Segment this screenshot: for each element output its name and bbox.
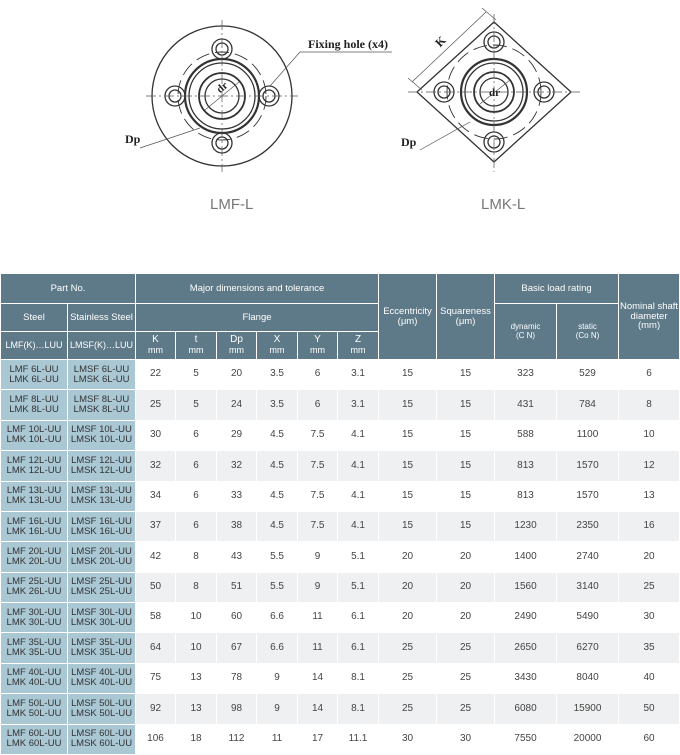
table-row (1, 694, 680, 724)
value-cell: 8040 (557, 663, 619, 693)
part-number: LMSK 25L-UU (70, 586, 133, 598)
part-number: LMF 20L-UU (6, 545, 62, 557)
value-cell: 42 (136, 542, 176, 572)
stainless-part-cell (68, 724, 136, 755)
steel-part-cell (1, 451, 68, 481)
table-row (1, 663, 680, 693)
value-cell: 6 (176, 420, 217, 450)
stainless-part-cell (68, 360, 136, 390)
value-cell: 10 (619, 420, 680, 450)
value-cell: 15 (379, 360, 437, 390)
dynamic-header: dynamic (C N) (495, 304, 557, 360)
part-number: LMSF 8L-UU (73, 394, 130, 406)
value-cell: 5.1 (338, 572, 379, 602)
value-cell: 3140 (557, 572, 619, 602)
part-number: LMSF 16L-UU (71, 515, 132, 527)
value-cell: 7.5 (298, 451, 338, 481)
col-k-header: K mm (136, 332, 176, 360)
eccentricity-header: Eccentricity (μm) (379, 274, 437, 360)
part-number: LMK 40L-UU (6, 677, 62, 689)
table-row (1, 542, 680, 572)
part-number: LMSK 50L-UU (70, 707, 133, 719)
col-t-header: t mm (176, 332, 217, 360)
table-body (1, 360, 680, 755)
value-cell: 7.5 (298, 511, 338, 541)
dp-label: Dp (125, 132, 141, 146)
value-cell: 6 (298, 390, 338, 420)
value-cell: 7.5 (298, 481, 338, 511)
part-number: LMF 35L-UU (6, 637, 62, 649)
value-cell: 20 (437, 542, 495, 572)
value-cell: 34 (136, 481, 176, 511)
value-cell: 784 (557, 390, 619, 420)
value-cell: 10 (176, 603, 217, 633)
flange-header: Flange (136, 304, 379, 332)
value-cell: 2740 (557, 542, 619, 572)
value-cell: 2490 (495, 603, 557, 633)
steel-part-cell (1, 511, 68, 541)
value-cell: 20 (379, 603, 437, 633)
stainless-part-cell (68, 572, 136, 602)
load-rating-header: Basic load rating (495, 274, 619, 304)
value-cell: 8.1 (338, 694, 379, 724)
part-number: LMSK 13L-UU (70, 495, 133, 507)
value-cell: 20 (379, 542, 437, 572)
part-number: LMF 16L-UU (6, 515, 62, 527)
lmf-caption: LMF-L (210, 196, 254, 213)
value-cell: 15 (379, 390, 437, 420)
value-cell: 1560 (495, 572, 557, 602)
value-cell: 15 (437, 481, 495, 511)
value-cell: 17 (298, 724, 338, 755)
value-cell: 15 (437, 390, 495, 420)
value-cell: 50 (619, 694, 680, 724)
value-cell: 4.1 (338, 511, 379, 541)
part-no-header: Part No. (1, 274, 136, 304)
steel-part-cell (1, 481, 68, 511)
value-cell: 20 (217, 360, 257, 390)
part-number: LMK 6L-UU (9, 373, 59, 385)
table-row (1, 724, 680, 755)
part-number: LMSF 10L-UU (71, 424, 132, 436)
part-number: LMSF 35L-UU (71, 637, 132, 649)
part-number: LMSF 13L-UU (71, 485, 132, 497)
value-cell: 38 (217, 511, 257, 541)
value-cell: 25 (379, 663, 437, 693)
value-cell: 25 (437, 663, 495, 693)
value-cell: 50 (136, 572, 176, 602)
value-cell: 32 (136, 451, 176, 481)
part-number: LMF 30L-UU (6, 606, 62, 618)
table-row (1, 481, 680, 511)
stainless-header: Stainless Steel (68, 304, 136, 332)
value-cell: 13 (619, 481, 680, 511)
part-number: LMSF 12L-UU (71, 454, 132, 466)
table-row (1, 420, 680, 450)
stainless-part-cell (68, 390, 136, 420)
stainless-code-header: LMSF(K)…LUU (68, 332, 136, 360)
table-row (1, 603, 680, 633)
value-cell: 25 (136, 390, 176, 420)
value-cell: 13 (176, 663, 217, 693)
value-cell: 30 (379, 724, 437, 755)
value-cell: 3.5 (257, 390, 298, 420)
value-cell: 67 (217, 633, 257, 663)
value-cell: 13 (176, 694, 217, 724)
part-number: LMF 10L-UU (6, 424, 62, 436)
value-cell: 8 (619, 390, 680, 420)
value-cell: 11.1 (338, 724, 379, 755)
part-number: LMF 6L-UU (9, 363, 59, 375)
part-number: LMSK 16L-UU (70, 525, 133, 537)
steel-header: Steel (1, 304, 68, 332)
value-cell: 11 (298, 603, 338, 633)
value-cell: 25 (379, 694, 437, 724)
static-header: static (Co N) (557, 304, 619, 360)
steel-part-cell (1, 663, 68, 693)
part-number: LMK 12L-UU (6, 464, 62, 476)
part-number: LMK 8L-UU (9, 404, 59, 416)
value-cell: 323 (495, 360, 557, 390)
value-cell: 11 (298, 633, 338, 663)
part-number: LMSK 30L-UU (70, 616, 133, 628)
value-cell: 92 (136, 694, 176, 724)
table-row (1, 511, 680, 541)
value-cell: 98 (217, 694, 257, 724)
value-cell: 43 (217, 542, 257, 572)
value-cell: 15 (437, 511, 495, 541)
part-number: LMSF 30L-UU (71, 606, 132, 618)
value-cell: 25 (379, 633, 437, 663)
value-cell: 3.1 (338, 390, 379, 420)
part-number: LMSF 25L-UU (71, 576, 132, 588)
steel-part-cell (1, 572, 68, 602)
value-cell: 4.5 (257, 481, 298, 511)
steel-part-cell (1, 633, 68, 663)
value-cell: 8 (176, 572, 217, 602)
technical-drawings (0, 0, 679, 225)
value-cell: 15 (437, 360, 495, 390)
steel-part-cell (1, 420, 68, 450)
value-cell: 33 (217, 481, 257, 511)
value-cell: 12 (619, 451, 680, 481)
table-row (1, 572, 680, 602)
value-cell: 6.1 (338, 633, 379, 663)
value-cell: 6080 (495, 694, 557, 724)
stainless-part-cell (68, 694, 136, 724)
part-number: LMK 60L-UU (6, 738, 62, 750)
fixing-holes (434, 32, 554, 152)
steel-part-cell (1, 603, 68, 633)
square-flange-outline (417, 22, 571, 162)
value-cell: 60 (217, 603, 257, 633)
value-cell: 3.1 (338, 360, 379, 390)
value-cell: 6 (176, 451, 217, 481)
value-cell: 9 (298, 542, 338, 572)
stainless-part-cell (68, 481, 136, 511)
value-cell: 6 (176, 481, 217, 511)
value-cell: 5.5 (257, 542, 298, 572)
part-number: LMF 50L-UU (6, 697, 62, 709)
value-cell: 8.1 (338, 663, 379, 693)
value-cell: 8 (176, 542, 217, 572)
value-cell: 112 (217, 724, 257, 755)
value-cell: 10 (176, 633, 217, 663)
value-cell: 5 (176, 360, 217, 390)
steel-part-cell (1, 694, 68, 724)
value-cell: 6 (176, 511, 217, 541)
value-cell: 1570 (557, 451, 619, 481)
stainless-part-cell (68, 663, 136, 693)
value-cell: 37 (136, 511, 176, 541)
value-cell: 7550 (495, 724, 557, 755)
value-cell: 813 (495, 481, 557, 511)
part-number: LMSF 60L-UU (71, 728, 132, 740)
value-cell: 4.5 (257, 511, 298, 541)
part-number: LMSK 60L-UU (70, 738, 133, 750)
part-number: LMSK 6L-UU (73, 373, 130, 385)
value-cell: 4.1 (338, 481, 379, 511)
value-cell: 3.5 (257, 360, 298, 390)
value-cell: 16 (619, 511, 680, 541)
value-cell: 20000 (557, 724, 619, 755)
steel-code-header: LMF(K)…LUU (1, 332, 68, 360)
stainless-part-cell (68, 542, 136, 572)
steel-part-cell (1, 390, 68, 420)
value-cell: 25 (437, 633, 495, 663)
value-cell: 6 (619, 360, 680, 390)
value-cell: 5.5 (257, 572, 298, 602)
part-number: LMF 40L-UU (6, 667, 62, 679)
value-cell: 15 (379, 481, 437, 511)
col-y-header: Y mm (298, 332, 338, 360)
lmk-caption: LMK-L (481, 196, 526, 213)
value-cell: 15 (437, 451, 495, 481)
value-cell: 75 (136, 663, 176, 693)
value-cell: 9 (257, 694, 298, 724)
value-cell: 1100 (557, 420, 619, 450)
fixing-hole-label: Fixing hole (x4) (308, 37, 388, 51)
value-cell: 40 (619, 663, 680, 693)
stainless-part-cell (68, 603, 136, 633)
stainless-part-cell (68, 451, 136, 481)
value-cell: 29 (217, 420, 257, 450)
value-cell: 15 (437, 420, 495, 450)
value-cell: 20 (619, 542, 680, 572)
value-cell: 20 (379, 572, 437, 602)
value-cell: 64 (136, 633, 176, 663)
value-cell: 6.6 (257, 603, 298, 633)
part-number: LMK 35L-UU (6, 647, 62, 659)
value-cell: 60 (619, 724, 680, 755)
value-cell: 30 (437, 724, 495, 755)
value-cell: 14 (298, 694, 338, 724)
value-cell: 6270 (557, 633, 619, 663)
value-cell: 6.1 (338, 603, 379, 633)
part-number: LMSF 40L-UU (71, 667, 132, 679)
value-cell: 9 (298, 572, 338, 602)
part-number: LMSK 10L-UU (70, 434, 133, 446)
value-cell: 15900 (557, 694, 619, 724)
part-number: LMK 50L-UU (6, 707, 62, 719)
part-number: LMSF 20L-UU (71, 545, 132, 557)
value-cell: 15 (379, 511, 437, 541)
value-cell: 529 (557, 360, 619, 390)
part-number: LMK 13L-UU (6, 495, 62, 507)
value-cell: 30 (136, 420, 176, 450)
value-cell: 4.1 (338, 451, 379, 481)
value-cell: 106 (136, 724, 176, 755)
value-cell: 5 (176, 390, 217, 420)
value-cell: 6.6 (257, 633, 298, 663)
table-row (1, 451, 680, 481)
value-cell: 9 (257, 663, 298, 693)
col-x-header: X mm (257, 332, 298, 360)
part-number: LMK 10L-UU (6, 434, 62, 446)
value-cell: 3430 (495, 663, 557, 693)
value-cell: 4.1 (338, 420, 379, 450)
part-number: LMK 16L-UU (6, 525, 62, 537)
value-cell: 20 (437, 603, 495, 633)
dr-label: dr (214, 79, 231, 96)
part-number: LMSF 6L-UU (73, 363, 130, 375)
value-cell: 813 (495, 451, 557, 481)
table-row (1, 633, 680, 663)
table-row (1, 390, 680, 420)
major-dimensions-header: Major dimensions and tolerance (136, 274, 379, 304)
value-cell: 25 (437, 694, 495, 724)
part-number: LMSK 40L-UU (70, 677, 133, 689)
steel-part-cell (1, 724, 68, 755)
lmf-round-flange-drawing (0, 0, 388, 225)
specification-table (0, 273, 680, 755)
value-cell: 2350 (557, 511, 619, 541)
value-cell: 32 (217, 451, 257, 481)
part-number: LMF 13L-UU (6, 485, 62, 497)
value-cell: 2650 (495, 633, 557, 663)
value-cell: 15 (379, 420, 437, 450)
value-cell: 51 (217, 572, 257, 602)
value-cell: 30 (619, 603, 680, 633)
value-cell: 25 (619, 572, 680, 602)
col-dp-header: Dp mm (217, 332, 257, 360)
value-cell: 11 (257, 724, 298, 755)
value-cell: 24 (217, 390, 257, 420)
value-cell: 5.1 (338, 542, 379, 572)
part-number: LMSK 20L-UU (70, 555, 133, 567)
value-cell: 1400 (495, 542, 557, 572)
part-number: LMF 12L-UU (6, 454, 62, 466)
part-number: LMSF 50L-UU (71, 697, 132, 709)
value-cell: 6 (298, 360, 338, 390)
stainless-part-cell (68, 420, 136, 450)
value-cell: 1230 (495, 511, 557, 541)
value-cell: 18 (176, 724, 217, 755)
stainless-part-cell (68, 633, 136, 663)
dp-label: Dp (401, 135, 417, 149)
value-cell: 1570 (557, 481, 619, 511)
stainless-part-cell (68, 511, 136, 541)
value-cell: 4.5 (257, 451, 298, 481)
value-cell: 78 (217, 663, 257, 693)
col-z-header: Z mm (338, 332, 379, 360)
part-number: LMF 8L-UU (9, 394, 59, 406)
steel-part-cell (1, 542, 68, 572)
value-cell: 5490 (557, 603, 619, 633)
value-cell: 58 (136, 603, 176, 633)
part-number: LMSK 35L-UU (70, 647, 133, 659)
k-label: K (432, 33, 449, 50)
value-cell: 4.5 (257, 420, 298, 450)
part-number: LMK 20L-UU (6, 555, 62, 567)
value-cell: 20 (437, 572, 495, 602)
part-number: LMK 26L-UU (6, 586, 62, 598)
value-cell: 22 (136, 360, 176, 390)
steel-part-cell (1, 360, 68, 390)
squareness-header: Squareness (μm) (437, 274, 495, 360)
part-number: LMSK 8L-UU (73, 404, 130, 416)
value-cell: 14 (298, 663, 338, 693)
part-number: LMK 30L-UU (6, 616, 62, 628)
value-cell: 7.5 (298, 420, 338, 450)
dr-label: dr (489, 87, 500, 99)
value-cell: 35 (619, 633, 680, 663)
value-cell: 15 (379, 451, 437, 481)
value-cell: 431 (495, 390, 557, 420)
value-cell: 588 (495, 420, 557, 450)
shaft-diameter-header: Nominal shaft diameter (mm) (619, 274, 680, 360)
part-number: LMF 25L-UU (6, 576, 62, 588)
part-number: LMSK 12L-UU (70, 464, 133, 476)
part-number: LMF 60L-UU (6, 728, 62, 740)
table-row (1, 360, 680, 390)
